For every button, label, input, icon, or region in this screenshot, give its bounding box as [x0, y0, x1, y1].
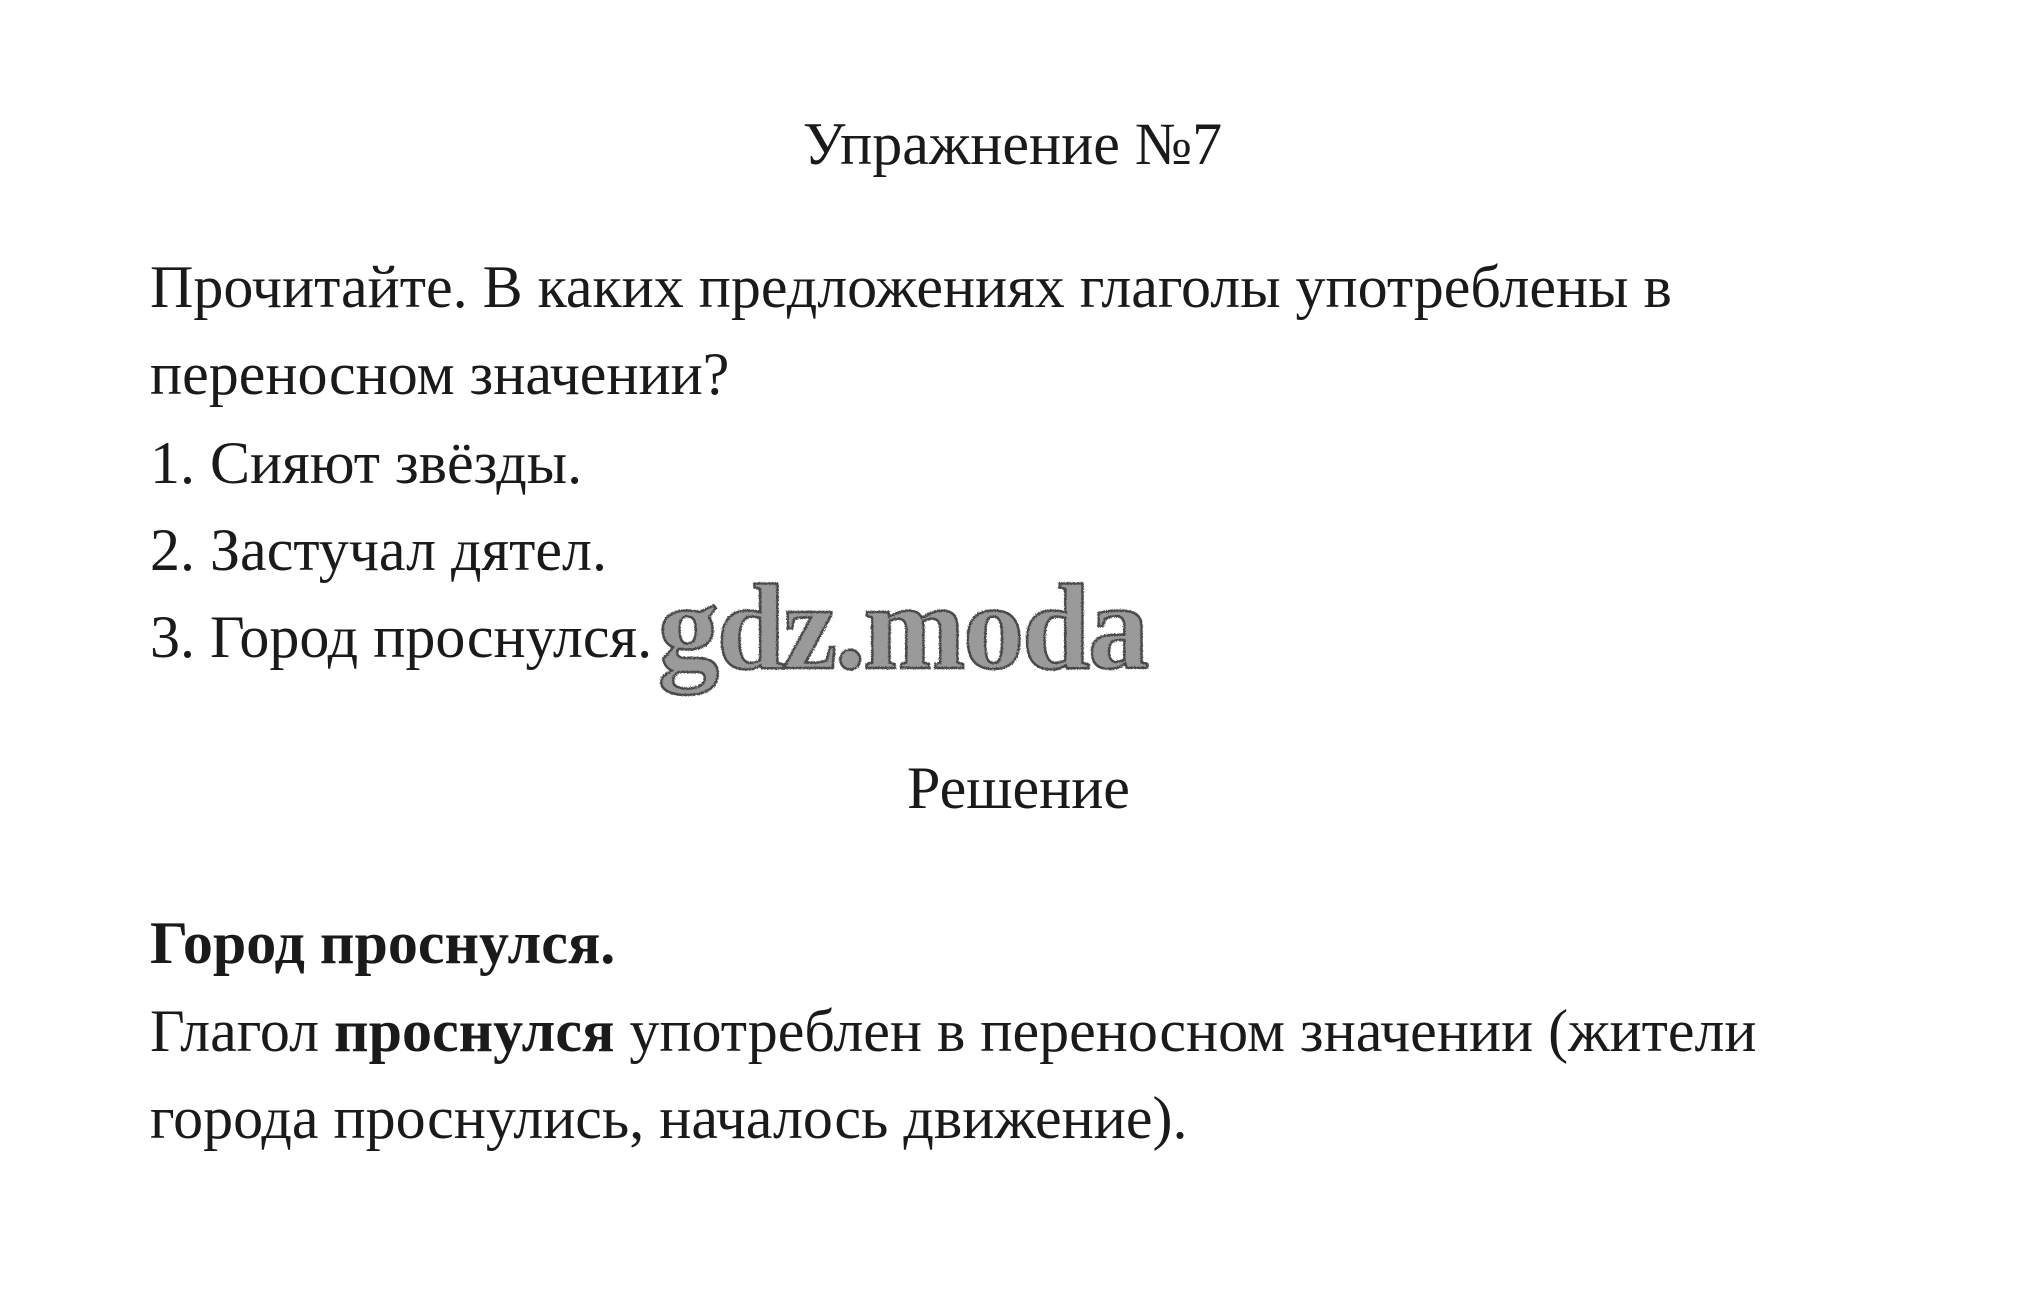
solution-heading: Решение	[907, 755, 1130, 821]
answer-sentence: Город проснулся.	[150, 910, 616, 976]
explanation-line-2: города проснулись, началось движение).	[150, 1085, 1188, 1151]
gdz-moda-watermark-logo	[652, 572, 1242, 712]
list-item-3: 3. Город проснулся.	[150, 604, 653, 670]
exercise-title: Упражнение №7	[802, 111, 1223, 177]
watermark-text: gdz.moda	[658, 572, 1147, 695]
list-item-2: 2. Застучал дятел.	[150, 517, 607, 583]
explanation-line-1: Глагол проснулся употреблен в переносном значении (жители	[150, 998, 1757, 1064]
list-item-1: 1. Сияют звёзды.	[150, 430, 583, 496]
question-line-1: Прочитайте. В каких предложениях глаголы употреблены в	[150, 254, 1672, 320]
question-line-2: переносном значении?	[150, 341, 730, 407]
